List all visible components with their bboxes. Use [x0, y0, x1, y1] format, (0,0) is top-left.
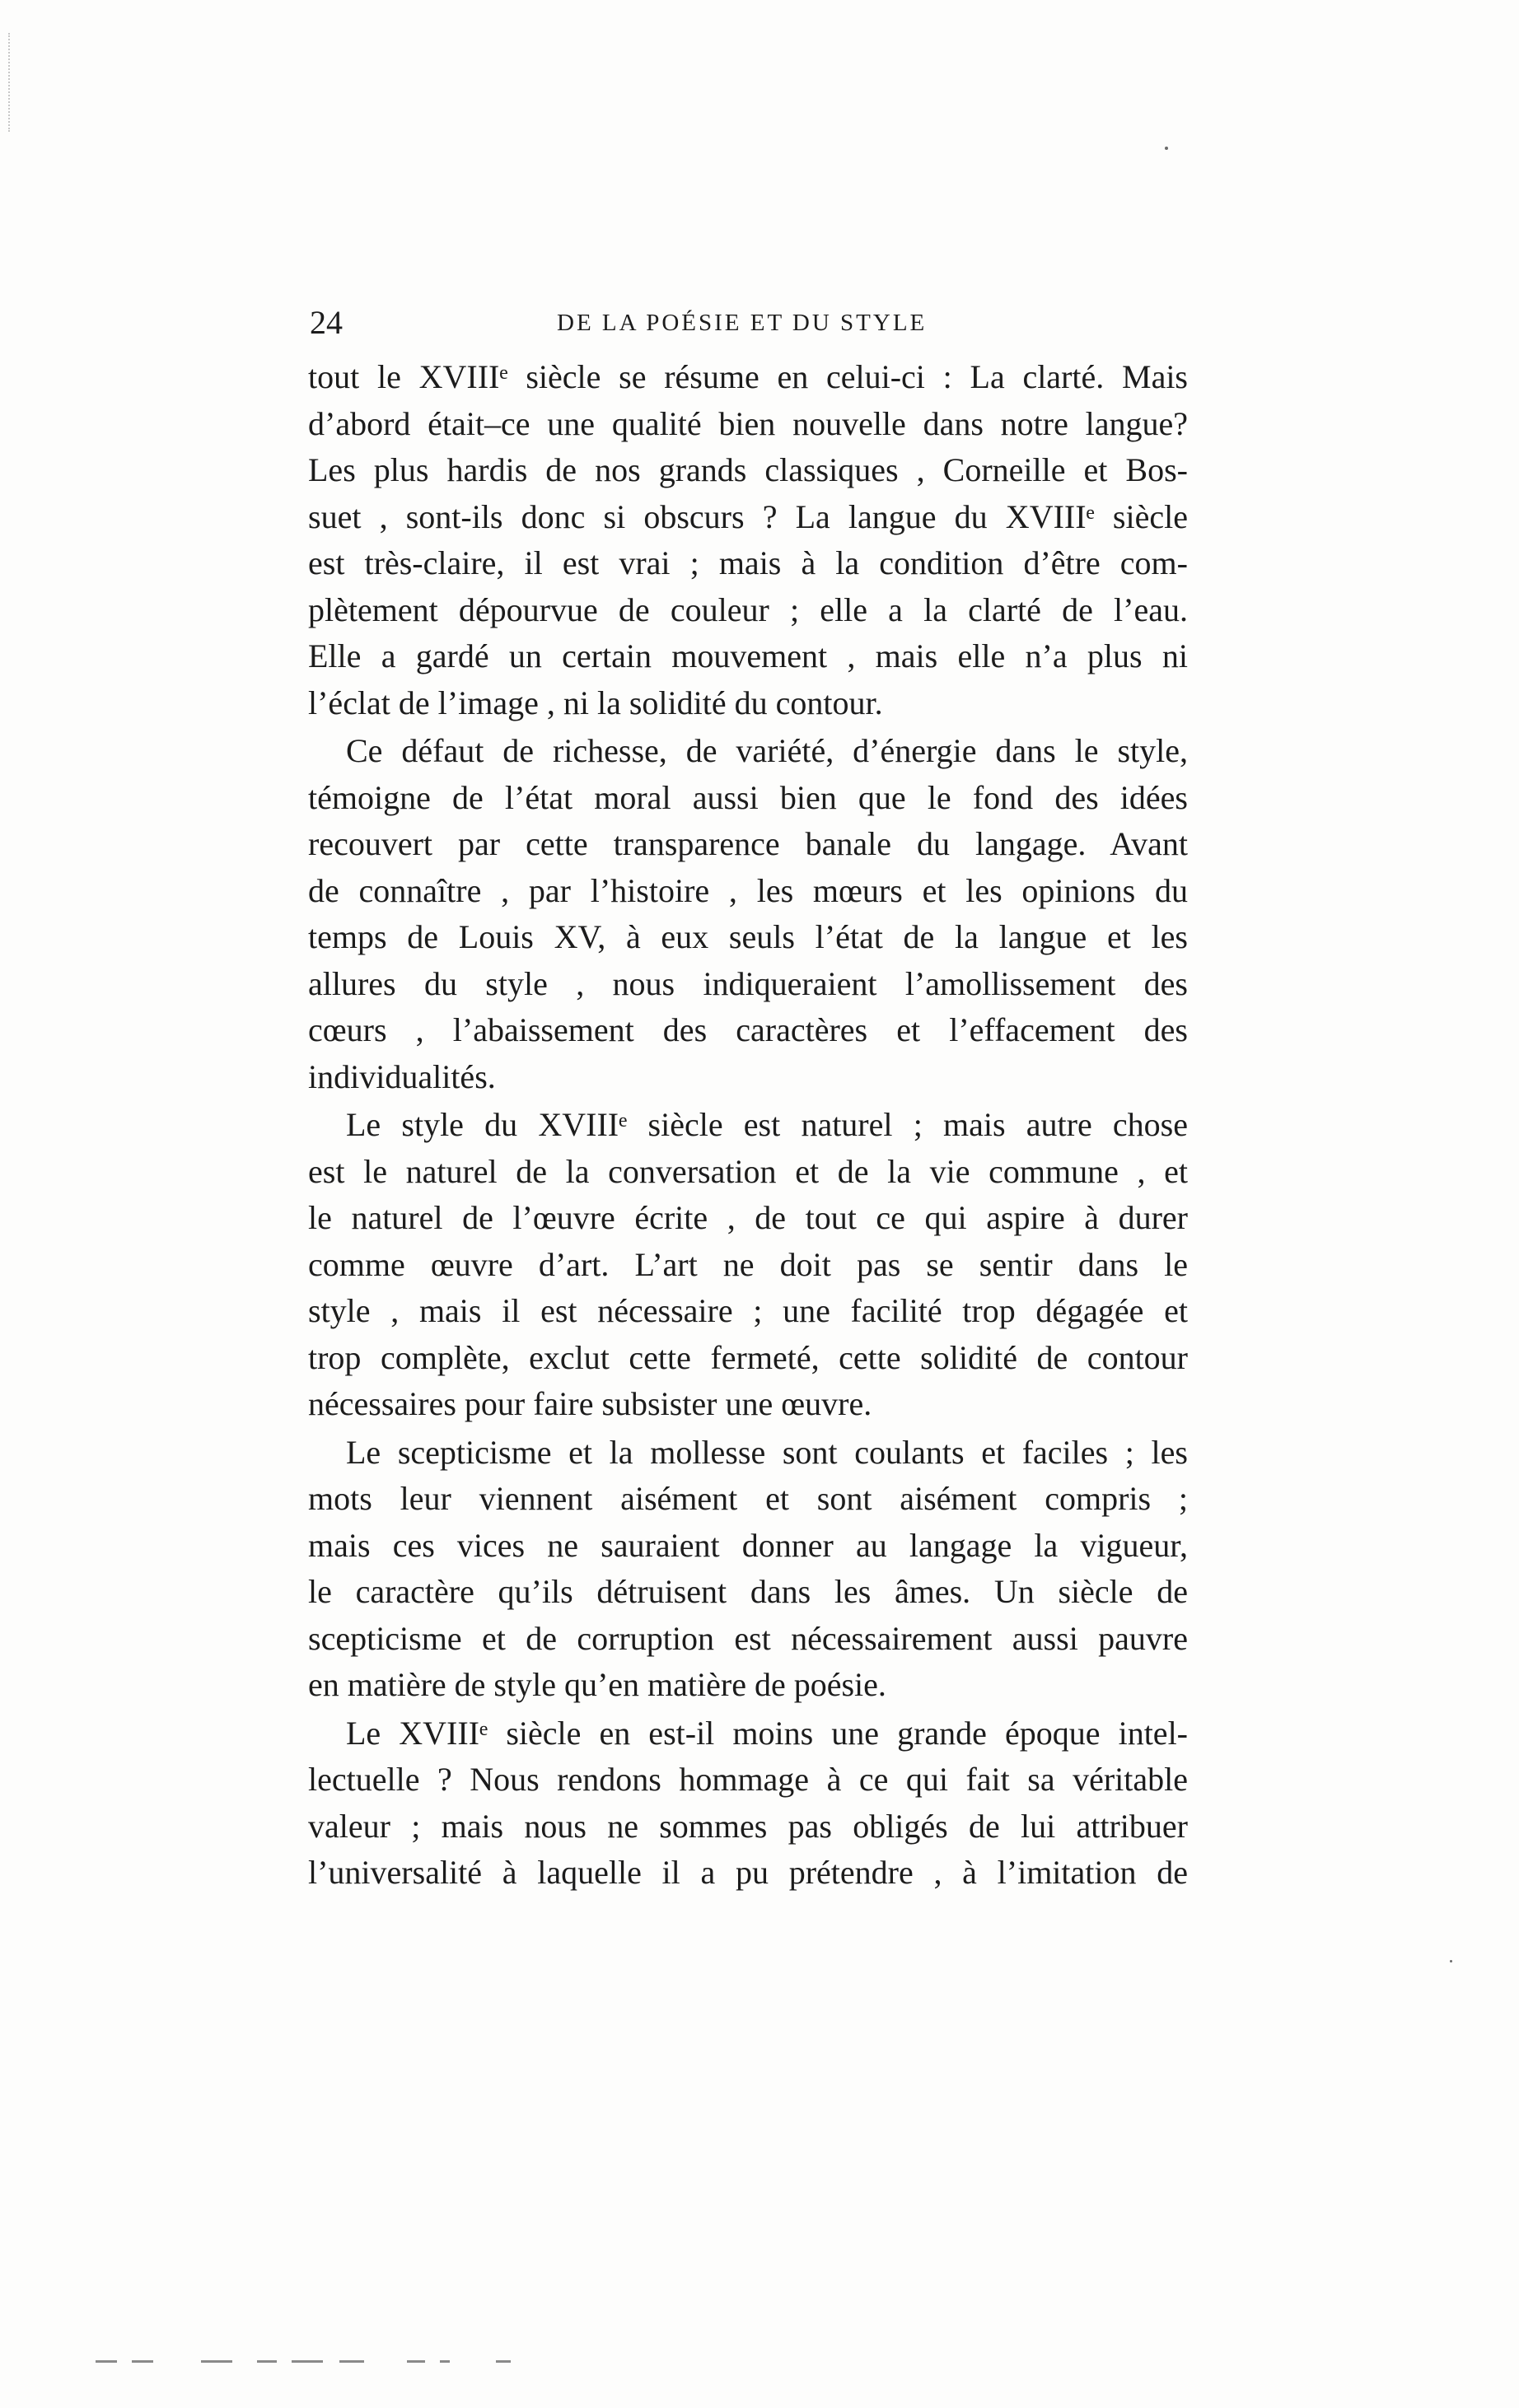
scan-bottom-marks: [96, 2360, 524, 2364]
text-line: mots leur viennent aisément et sont aisément compris ;: [308, 1480, 1188, 1517]
text-line: Ce défaut de richesse, de variété, d’énergie dans le style,: [346, 732, 1188, 769]
text-line: mais ces vices ne sauraient donner au langage la vigueur,: [308, 1526, 1188, 1564]
text-line: Le style du XVIIIᵉ siècle est naturel ; mais autre chose: [346, 1106, 1188, 1143]
text-line: est très-claire, il est vrai ; mais à la condition d’être com-: [308, 544, 1188, 581]
text-line: Les plus hardis de nos grands classiques , Corneille et Bos-: [308, 451, 1188, 488]
scan-speck: [1165, 147, 1168, 150]
paragraph-3: [308, 1102, 1188, 1428]
scan-edge-marks: [8, 33, 12, 132]
text-line: individualités.: [308, 1057, 496, 1095]
text-line: l’universalité à laquelle il a pu prétendre , à l’imitation de: [308, 1854, 1188, 1891]
text-line: trop complète, exclut cette fermeté, cette solidité de contour: [308, 1338, 1188, 1376]
scan-speck: [1450, 1960, 1452, 1962]
text-line: plètement dépourvue de couleur ; elle a la clarté de l’eau.: [308, 590, 1188, 628]
text-line: d’abord était–ce une qualité bien nouvelle dans notre langue?: [308, 404, 1188, 442]
text-line: tout le XVIIIᵉ siècle se résume en celui-ci : La clarté. Mais: [308, 358, 1188, 395]
text-line: nécessaires pour faire subsister une œuvre.: [308, 1385, 872, 1422]
paragraph-2: [308, 728, 1188, 1100]
running-title: DE LA POÉSIE ET DU STYLE: [557, 310, 928, 336]
text-line: est le naturel de la conversation et de la vie commune , et: [308, 1152, 1188, 1190]
text-line: en matière de style qu’en matière de poésie.: [308, 1666, 886, 1703]
page-number: 24: [310, 304, 343, 341]
text-line: de connaître , par l’histoire , les mœurs et les opinions du: [308, 871, 1188, 909]
body-text: [308, 354, 1188, 1897]
text-line: lectuelle ? Nous rendons hommage à ce qui fait sa véritable: [308, 1761, 1188, 1798]
text-line: temps de Louis XV, à eux seuls l’état de la langue et les: [308, 918, 1188, 955]
paragraph-1: [308, 354, 1188, 726]
text-line: témoigne de l’état moral aussi bien que le fond des idées: [308, 778, 1188, 816]
text-line: scepticisme et de corruption est nécessairement aussi pauvre: [308, 1619, 1188, 1657]
text-line: Le XVIIIᵉ siècle en est-il moins une grande époque intel-: [346, 1714, 1188, 1752]
text-line: Elle a gardé un certain mouvement , mais elle n’a plus ni: [308, 637, 1188, 674]
text-line: style , mais il est nécessaire ; une facilité trop dégagée et: [308, 1292, 1188, 1329]
text-line: Le scepticisme et la mollesse sont coulants et faciles ; les: [346, 1433, 1188, 1471]
text-line: cœurs , l’abaissement des caractères et l’effacement des: [308, 1011, 1188, 1048]
text-line: recouvert par cette transparence banale du langage. Avant: [308, 825, 1188, 862]
text-line: le caractère qu’ils détruisent dans les âmes. Un siècle de: [308, 1573, 1188, 1610]
text-line: allures du style , nous indiqueraient l’amollissement des: [308, 964, 1188, 1002]
text-line: l’éclat de l’image , ni la solidité du contour.: [308, 684, 883, 721]
text-line: comme œuvre d’art. L’art ne doit pas se sentir dans le: [308, 1245, 1188, 1283]
paragraph-4: [308, 1430, 1188, 1709]
text-line: le naturel de l’œuvre écrite , de tout ce qui aspire à durer: [308, 1199, 1188, 1236]
text-line: suet , sont-ils donc si obscurs ? La langue du XVIIIᵉ siècle: [308, 497, 1188, 535]
text-line: valeur ; mais nous ne sommes pas obligés de lui attribuer: [308, 1807, 1188, 1845]
running-head: [310, 303, 1183, 352]
paragraph-5: [308, 1710, 1188, 1897]
